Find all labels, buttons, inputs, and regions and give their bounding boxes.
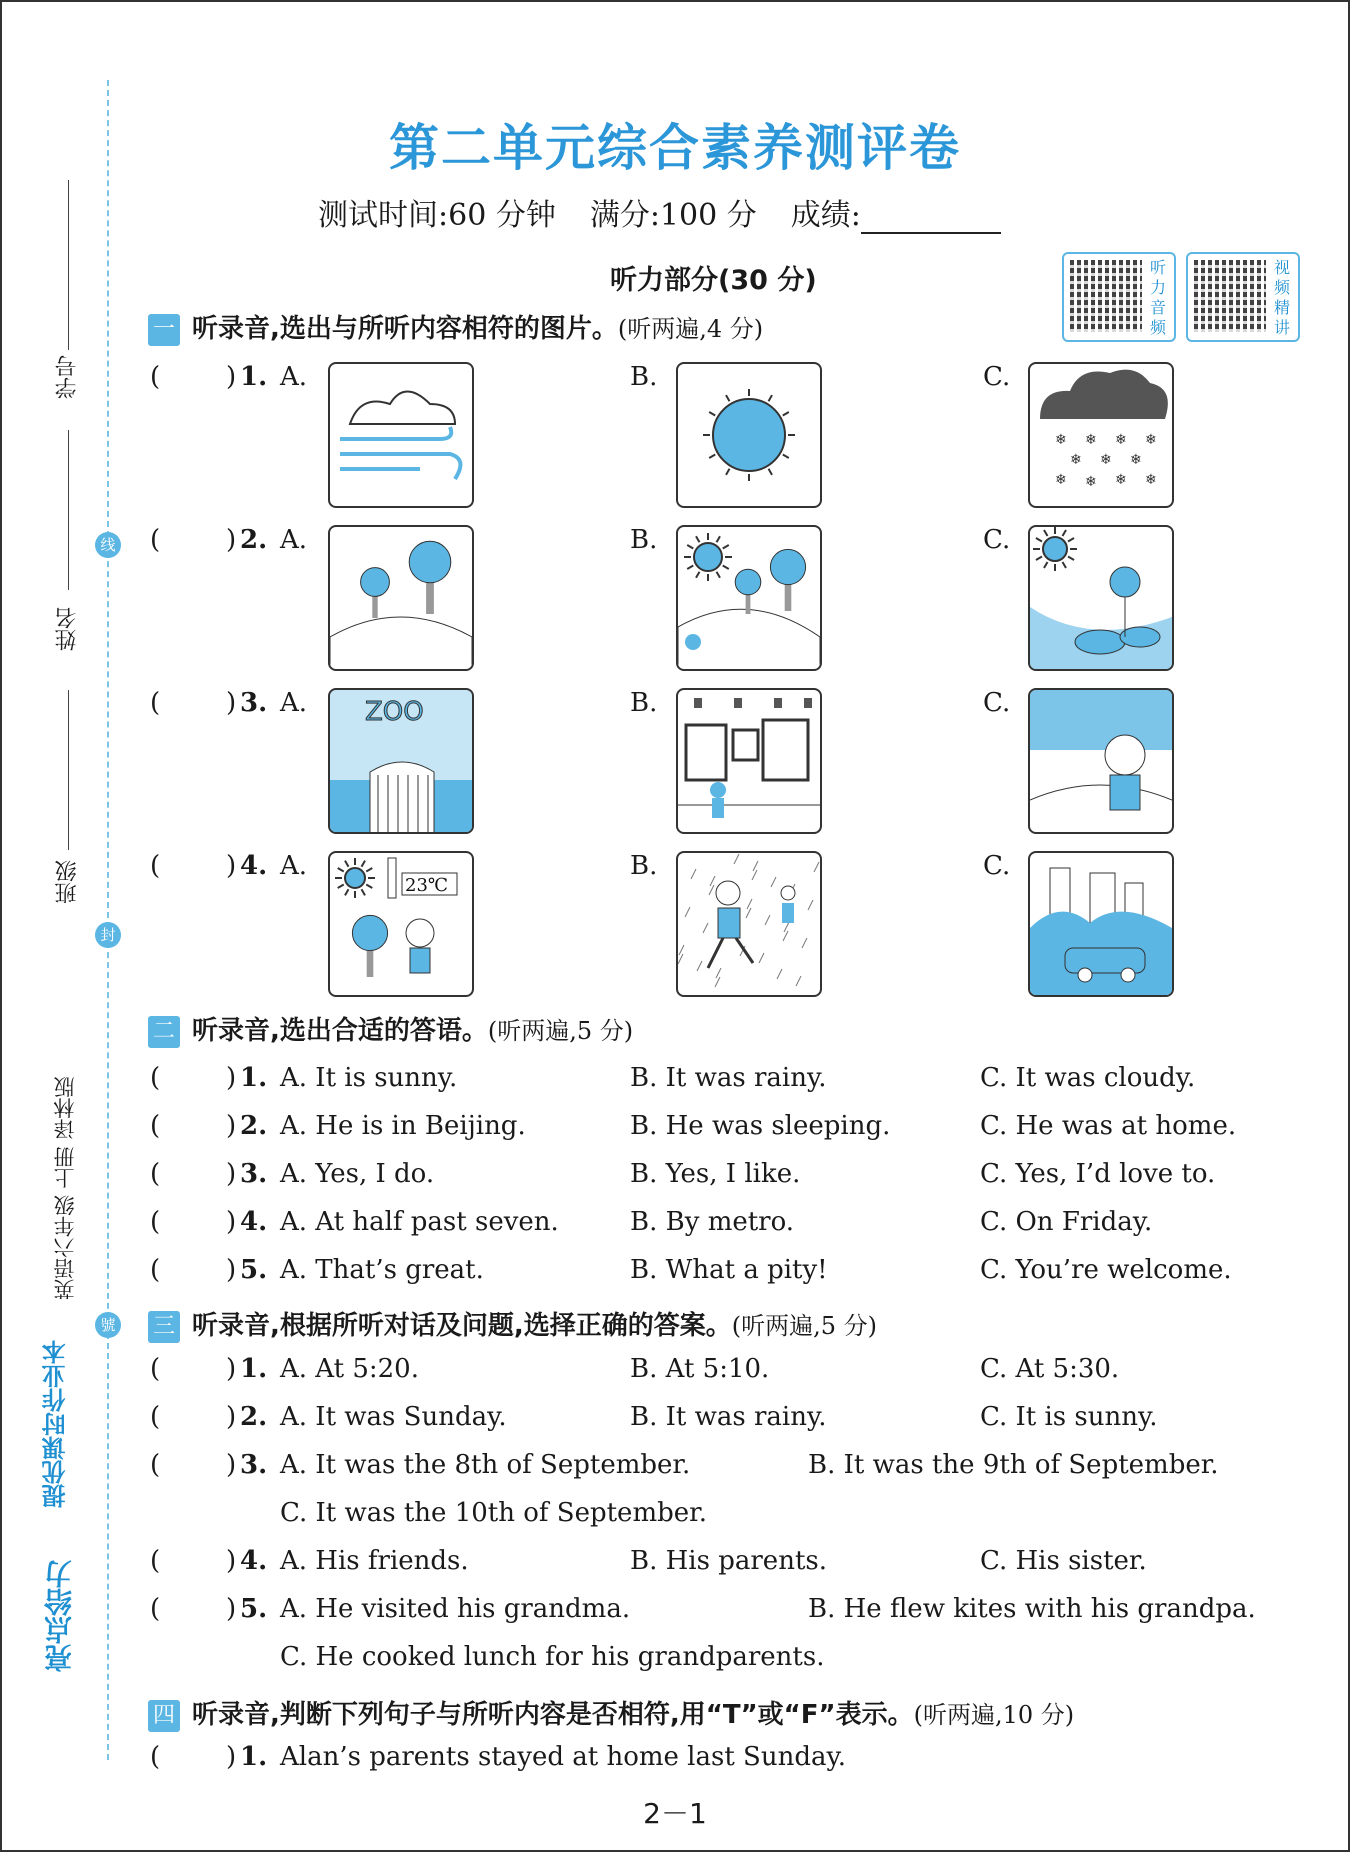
page-title: 第二单元综合素养测评卷 (389, 119, 961, 177)
option-label: B. (630, 525, 658, 555)
brand-logo: 亮点给力 (43, 1560, 76, 1672)
answer-paren[interactable]: ( (150, 1255, 161, 1285)
option-label: A. (280, 851, 308, 881)
option-a: A. It is sunny. (280, 1063, 458, 1093)
qr-code-video[interactable] (1186, 252, 1300, 342)
question-number: 5. (240, 1594, 268, 1624)
question-number: 2. (240, 525, 268, 555)
question-number: 3. (240, 1159, 268, 1189)
xuehao-line (68, 180, 69, 350)
option-b: B. It was the 9th of September. (808, 1450, 1219, 1480)
svg-text:❄: ❄ (1115, 472, 1127, 488)
section-4-header (148, 1694, 1074, 1732)
section-1-header (148, 308, 763, 346)
option-picture-autumn[interactable] (328, 525, 474, 671)
option-picture-sunny[interactable] (676, 362, 822, 508)
answer-paren-close: ) (226, 362, 237, 392)
score-label: 成绩: (790, 198, 861, 233)
option-b: B. It was rainy. (630, 1402, 827, 1432)
question-row (150, 1159, 1300, 1193)
option-c: C. It was the 10th of September. (280, 1498, 707, 1528)
answer-paren-close: ) (226, 1742, 237, 1772)
option-a: A. It was Sunday. (280, 1402, 507, 1432)
question-row-cont (150, 1642, 1300, 1676)
option-c: C. It is sunny. (980, 1402, 1158, 1432)
svg-text:❄: ❄ (1055, 472, 1067, 488)
page-number: 2－1 (643, 1797, 707, 1830)
xuehao-label: 学号 (55, 355, 80, 399)
option-label: C. (983, 851, 1011, 881)
option-label: B. (630, 362, 658, 392)
question-number: 4. (240, 1207, 268, 1237)
xian-mark: 线 (95, 532, 121, 558)
option-label: A. (280, 362, 308, 392)
section-note: (听两遍,10 分) (913, 1701, 1075, 1729)
svg-text:ZOO: ZOO (365, 697, 424, 727)
question-number: 1. (240, 1742, 268, 1772)
section-instruction: 听录音,选出与所听内容相符的图片。 (192, 314, 618, 344)
answer-paren[interactable]: ( (150, 1546, 161, 1576)
option-c: C. Yes, I’d love to. (980, 1159, 1216, 1189)
option-label: B. (630, 851, 658, 881)
section-badge: 三 (148, 1311, 180, 1343)
option-picture-spring[interactable] (676, 525, 822, 671)
svg-text:❄: ❄ (1055, 432, 1067, 448)
option-label: C. (983, 688, 1011, 718)
banji-label: 班级 (55, 860, 80, 904)
option-a: A. He is in Beijing. (280, 1111, 526, 1141)
option-c: C. His sister. (980, 1546, 1147, 1576)
answer-paren[interactable]: ( (150, 525, 161, 555)
question-number: 4. (240, 851, 268, 881)
svg-text:❄: ❄ (1085, 432, 1097, 448)
answer-paren-close: ) (226, 1450, 237, 1480)
exam-info (318, 190, 1035, 234)
question-number: 2. (240, 1111, 268, 1141)
option-b: B. His parents. (630, 1546, 827, 1576)
question-row (150, 1063, 1300, 1097)
question-row (150, 1546, 1300, 1580)
question-number: 4. (240, 1546, 268, 1576)
answer-paren-close: ) (226, 1594, 237, 1624)
answer-paren[interactable]: ( (150, 851, 161, 881)
option-picture-warm-23[interactable] (328, 851, 474, 997)
option-b: B. By metro. (630, 1207, 795, 1237)
section-badge: 四 (148, 1700, 180, 1732)
answer-paren-close: ) (226, 1159, 237, 1189)
question-row (150, 1207, 1300, 1241)
answer-paren-close: ) (226, 1255, 237, 1285)
svg-text:23℃: 23℃ (405, 875, 449, 896)
section-instruction: 听录音,选出合适的答语。 (192, 1016, 488, 1046)
option-label: C. (983, 525, 1011, 555)
section-instruction: 听录音,判断下列句子与所听内容是否相符,用“T”或“F”表示。 (192, 1700, 914, 1730)
question-number: 1. (240, 362, 268, 392)
question-row (150, 1742, 1300, 1776)
option-label: B. (630, 688, 658, 718)
question-row (150, 1594, 1300, 1628)
question-row (150, 1111, 1300, 1145)
statement-text: Alan’s parents stayed at home last Sunday. (280, 1742, 846, 1772)
answer-paren-close: ) (226, 688, 237, 718)
option-picture-summer[interactable] (1028, 525, 1174, 671)
full-score-label: 满分:100 分 (589, 198, 757, 233)
option-c: C. At 5:30. (980, 1354, 1120, 1384)
option-a: A. At 5:20. (280, 1354, 419, 1384)
hao-mark: 號 (95, 1312, 121, 1338)
svg-text:❄: ❄ (1145, 432, 1157, 448)
question-number: 2. (240, 1402, 268, 1432)
option-b: B. What a pity! (630, 1255, 828, 1285)
answer-paren[interactable]: ( (150, 1450, 161, 1480)
option-picture-snowy[interactable] (1028, 362, 1174, 508)
option-picture-park[interactable] (1028, 688, 1174, 834)
option-a: A. He visited his grandma. (280, 1594, 631, 1624)
score-field[interactable] (861, 204, 1001, 234)
answer-paren-close: ) (226, 1354, 237, 1384)
section-instruction: 听录音,根据所听对话及问题,选择正确的答案。 (192, 1311, 732, 1341)
brand-text: 提优课时作业本 (42, 1340, 70, 1508)
qr-icon (1070, 260, 1142, 332)
qr-video-label: 视频精讲 (1274, 258, 1291, 337)
svg-text:❄: ❄ (1130, 452, 1142, 468)
answer-paren[interactable]: ( (150, 362, 161, 392)
section-2-header (148, 1010, 633, 1048)
option-c: C. He cooked lunch for his grandparents. (280, 1642, 825, 1672)
question-row-cont (150, 1498, 1300, 1532)
question-number: 1. (240, 1063, 268, 1093)
part-label: 听力部分(30 分) (610, 265, 817, 296)
feng-mark: 封 (95, 922, 121, 948)
option-c: C. On Friday. (980, 1207, 1153, 1237)
answer-paren-close: ) (226, 1111, 237, 1141)
banji-line (68, 690, 69, 850)
option-a: A. That’s great. (280, 1255, 484, 1285)
answer-paren-close: ) (226, 1063, 237, 1093)
question-number: 3. (240, 1450, 268, 1480)
question-number: 3. (240, 688, 268, 718)
svg-text:❄: ❄ (1085, 474, 1097, 490)
answer-paren-close: ) (226, 1546, 237, 1576)
xingming-line (68, 430, 69, 590)
option-b: B. At 5:10. (630, 1354, 770, 1384)
section-3-header (148, 1305, 877, 1343)
option-b: B. Yes, I like. (630, 1159, 801, 1189)
option-a: A. His friends. (280, 1546, 469, 1576)
section-note: (听两遍,4 分) (617, 315, 764, 343)
option-a: A. It was the 8th of September. (280, 1450, 691, 1480)
question-number: 5. (240, 1255, 268, 1285)
book-label: 英语六年级 上册 译林版 (53, 1076, 77, 1300)
option-picture-museum[interactable] (676, 688, 822, 834)
svg-text:❄: ❄ (1115, 432, 1127, 448)
option-b: B. It was rainy. (630, 1063, 827, 1093)
option-c: C. It was cloudy. (980, 1063, 1196, 1093)
option-c: C. You’re welcome. (980, 1255, 1232, 1285)
binding-dashed-line (107, 80, 109, 1760)
answer-paren-close: ) (226, 1207, 237, 1237)
answer-paren-close: ) (226, 1402, 237, 1432)
question-row (150, 1354, 1300, 1388)
section-note: (听两遍,5 分) (487, 1017, 634, 1045)
option-picture-zoo[interactable] (328, 688, 474, 834)
section-note: (听两遍,5 分) (731, 1312, 878, 1340)
answer-paren[interactable]: ( (150, 1207, 161, 1237)
answer-paren[interactable]: ( (150, 1159, 161, 1189)
option-b: B. He flew kites with his grandpa. (808, 1594, 1256, 1624)
question-row (150, 1450, 1300, 1484)
option-picture-rain-run[interactable] (676, 851, 822, 997)
question-number: 1. (240, 1354, 268, 1384)
answer-paren-close: ) (226, 851, 237, 881)
option-a: A. At half past seven. (280, 1207, 559, 1237)
answer-paren[interactable]: ( (150, 1594, 161, 1624)
answer-paren[interactable]: ( (150, 1402, 161, 1432)
option-picture-windy[interactable] (328, 362, 474, 508)
question-row (150, 1402, 1300, 1436)
answer-paren[interactable]: ( (150, 688, 161, 718)
option-picture-city-car[interactable] (1028, 851, 1174, 997)
option-label: A. (280, 688, 308, 718)
option-label: C. (983, 362, 1011, 392)
svg-text:❄: ❄ (1145, 472, 1157, 488)
svg-text:❄: ❄ (1070, 452, 1082, 468)
section-badge: 一 (148, 314, 180, 346)
section-badge: 二 (148, 1016, 180, 1048)
qr-code-audio[interactable] (1062, 252, 1176, 342)
answer-paren[interactable]: ( (150, 1063, 161, 1093)
answer-paren[interactable]: ( (150, 1354, 161, 1384)
time-label: 测试时间:60 分钟 (318, 198, 556, 233)
svg-text:❄: ❄ (1100, 452, 1112, 468)
qr-audio-label: 听力音频 (1150, 258, 1167, 337)
option-b: B. He was sleeping. (630, 1111, 891, 1141)
answer-paren[interactable]: ( (150, 1111, 161, 1141)
option-a: A. Yes, I do. (280, 1159, 435, 1189)
answer-paren-close: ) (226, 525, 237, 555)
option-c: C. He was at home. (980, 1111, 1237, 1141)
option-label: A. (280, 525, 308, 555)
qr-icon (1194, 260, 1266, 332)
question-row (150, 1255, 1300, 1289)
xingming-label: 姓名 (55, 607, 80, 651)
answer-paren[interactable]: ( (150, 1742, 161, 1772)
